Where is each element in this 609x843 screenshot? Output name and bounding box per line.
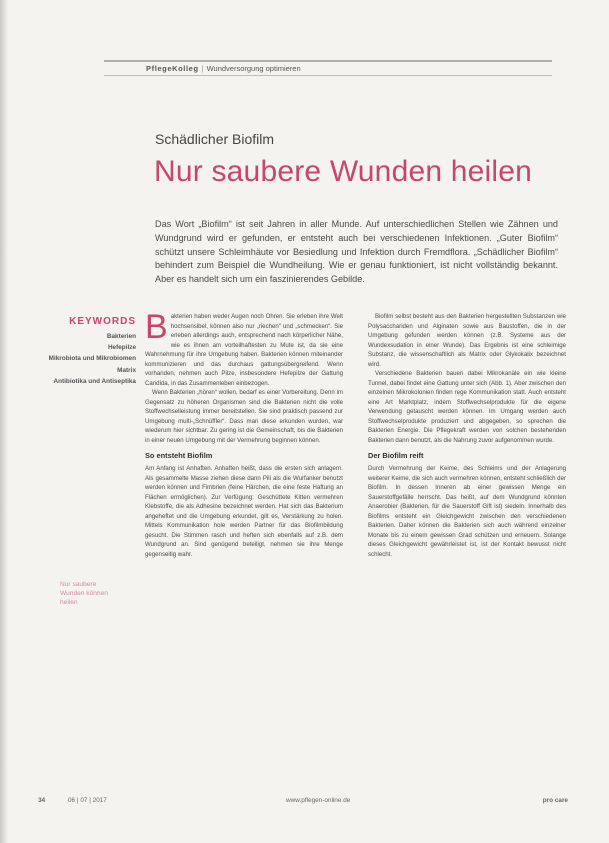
- body-paragraph: Am Anfang ist Anhaften. Anhaften heißt, dass die ersten sich anlagern. Als gesammelte Masse ziehen diese dann Pili als die Wurfanker benutzt werden können und Fimbrien (feine Härchen, die eine feste Haftung an Flächen ermöglichen). Zur Verfügung: Geschüttete Kitten vermehren Klebstoffe, die als Adhesine bezeichnet werden. Hat sich das Bakterium angeheftet und die Umgebung erkundet, gilt es, Verstärkung zu holen. Mittels Kommunikation hole werden Partner für das Biofilmbildung gesucht. Die Stimmen rasch und heften sich ebenfalls auf z.B. dem Wundgrund an. Sind genügend beteiligt, nehmen sie ihre Menge gegenseitig wahr.: [145, 465, 343, 558]
- keyword-item: Antibiotika und Antiseptika: [53, 377, 136, 385]
- article-kicker: Schädlicher Biofilm: [155, 131, 275, 147]
- running-header: [104, 60, 552, 76]
- section-subheading: Der Biofilm reift: [368, 451, 424, 460]
- issue-date: 06 | 07 | 2017: [68, 797, 107, 804]
- body-paragraph: Verschiedene Bakterien bauen dabei Mikrokanäle ein wie kleine Tunnel, dabei findet eine Gattung unter sich (Abb. 1). Aber zwischen den einzelnen Mikrokolonien finden rege Kommunikation statt. Auch entsteht eine Art Marktplatz, indem Stoffwechselprodukte für die eigene Verwendung getauscht werden können. Im Umgang werden auch Stoffwechselprodukte produziert und abgegeben, so sprechen die Bakterien Energie. Die Pflegekraft werden von solchen bestehenden Bakterien dann benutzt, als die Nahrung zuvor aufgenommen wurde.: [368, 370, 566, 444]
- journal-name: pro care: [542, 797, 568, 804]
- article-lead: Das Wort „Biofilm“ ist seit Jahren in aller Munde. Auf unterschiedlichen Stellen wie Zähnen und Wundgrund wird er gefunden, er entsteht auch bei verschiedenen Infektionen. „Guter Biofilm“ schützt unsere Schleimhäute vor Besiedlung und Infektion durch Fremdflora. „Schädlicher Biofilm“ behindert zum Beispiel die Wundheilung. Wie er genau funktioniert, ist nicht vollständig bekannt. Aber es handelt sich um ein faszinierendes Gebilde.: [155, 219, 558, 285]
- keyword-item: Matrix: [117, 366, 136, 374]
- body-paragraph: Durch Vermehrung der Keime, des Schleims und der Anlagerung weiterer Keime, die sich auch vermehren können, entsteht schließlich der Biofilm. In dessen Inneren ab einer gewissen Menge ein Sauerstoffgefälle herrscht. Das heißt, auf dem Wundgrund könnten Anaerobier (Bakterien, für die Sauerstoff Gift ist) siedeln. Innerhalb des Biofilms entsteht ein Gleichgewicht zwischen den verschiedenen Bakterien. Daher können die Bakterien sich auch während einzelner Monate bis zu einem gewissen Grad schützen und erneuern. Solange dieses Gleichgewicht gewährleistet ist, ist der Kontakt bewusst nicht schlecht.: [368, 465, 566, 558]
- paragraph-text: akterien haben weder Augen noch Ohren. Sie erleben ihre Welt hochsensibel, können also nur „riechen“ und „schmecken“. Sie erleben allerdings auch, entsprechend nach körperlicher Nähe, wie es ihnen am vorteilhaftesten zu Mute ist, da sie eine Wahrnehmung für ihre Umgebung haben. Bakterien können miteinander kommunizieren und das durchaus gattungsübergreifend. Wenn vorhanden, nehmen auch Pilze, insbesondere Hefepilze der Gattung Candida, in das Zusammenleben einbezogen.: [145, 313, 343, 387]
- section-title: Wundversorgung optimieren: [206, 64, 301, 73]
- body-paragraph: Biofilm selbst besteht aus den Bakterien hergestellten Substanzen wie Polysacchariden und Alginaten sowie aus Baustoffen, die in der Umgebung gefunden werden können (z.B. Systeme aus der Wundexsudation in einer Wunde). Das Ergebnis ist eine schleimige Substanz, die wissenschaftlich als Matrix oder Glykokalix bezeichnet wird.: [368, 313, 566, 368]
- body-column-right: [368, 312, 566, 559]
- body-paragraph: Wenn Bakterien „hören“ wollen, bedarf es einer Vorbereitung. Denn im Gegensatz zu höheren Organismen sind die Bakterien nicht die volle Stoffwechselleistung immer bereitstellen. Sie sind praktisch passend zur Umgebung multi-„Schnüffler“. Dass man diese erkunden wurden, war wiederum hier sichtbar. Zu gering ist die Gemeinschaft, bis die Bakterien in einer neuen Umgebung mit der Vermehrung beginnen können.: [145, 389, 343, 444]
- header-separator: |: [201, 64, 204, 73]
- magazine-brand: PflegeKolleg: [146, 64, 199, 73]
- keyword-item: Mikrobiota und Mikrobiomen: [48, 355, 136, 363]
- body-paragraph: [145, 308, 343, 388]
- page-footer: [38, 797, 568, 809]
- margin-note: Nur saubere Wunden können heilen: [60, 581, 108, 606]
- article-headline: Nur saubere Wunden heilen: [154, 155, 533, 188]
- page-edge: [0, 0, 8, 843]
- keyword-item: Hefepilze: [107, 344, 136, 352]
- keyword-item: Bakterien: [106, 333, 136, 340]
- keywords-title: KEYWORDS: [69, 316, 136, 327]
- section-subheading: So entsteht Biofilm: [145, 451, 213, 460]
- body-column-left: [145, 308, 343, 559]
- page-number: 34: [38, 797, 46, 804]
- drop-cap: B: [145, 308, 168, 346]
- website-link[interactable]: www.pflegen-online.de: [286, 797, 351, 804]
- keywords-box: [30, 316, 136, 387]
